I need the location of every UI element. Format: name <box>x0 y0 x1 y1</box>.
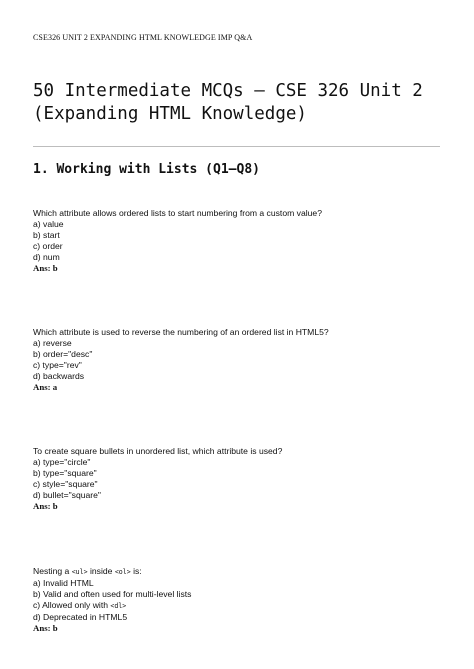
option-a: a) reverse <box>33 337 72 348</box>
question-text <box>33 566 453 578</box>
question-block-2 <box>33 327 453 392</box>
option-b: b) type="square" <box>33 467 97 478</box>
code-ul: <ul> <box>71 568 88 576</box>
question-block-3 <box>33 446 453 511</box>
option-d: d) backwards <box>33 370 85 381</box>
option-a: a) value <box>33 218 64 229</box>
question-prefix: Nesting a <box>33 566 72 576</box>
option-d: d) bullet="square" <box>33 489 101 500</box>
option-c: c) type="rev" <box>33 359 82 370</box>
option-c-prefix: c) Allowed only with <box>33 599 111 610</box>
answer-key: Ans: b <box>33 500 58 511</box>
option-d: d) num <box>33 251 60 262</box>
question-block-4 <box>33 566 453 633</box>
question-mid: inside <box>87 566 115 576</box>
code-dl: <dl> <box>110 601 127 610</box>
title-divider <box>33 146 440 147</box>
section-heading: 1. Working with Lists (Q1–Q8) <box>33 162 260 177</box>
answer-key: Ans: b <box>33 622 58 633</box>
option-a: a) type="circle" <box>33 456 91 467</box>
title-line-2: (Expanding HTML Knowledge) <box>33 104 307 124</box>
question-block-1 <box>33 208 453 273</box>
option-d: d) Deprecated in HTML5 <box>33 611 128 622</box>
code-ol: <ol> <box>114 568 131 576</box>
question-text: To create square bullets in unordered list, which attribute is used? <box>33 446 283 456</box>
option-c: c) order <box>33 240 63 251</box>
option-a: a) Invalid HTML <box>33 577 94 588</box>
question-text: Which attribute is used to reverse the numbering of an ordered list in HTML5? <box>33 327 329 337</box>
option-c <box>33 600 453 612</box>
question-text: Which attribute allows ordered lists to start numbering from a custom value? <box>33 208 322 218</box>
option-b: b) Valid and often used for multi-level lists <box>33 588 192 599</box>
option-b: b) order="desc" <box>33 348 93 359</box>
title-line-1: 50 Intermediate MCQs – CSE 326 Unit 2 <box>33 81 423 101</box>
option-c: c) style="square" <box>33 478 98 489</box>
answer-key: Ans: b <box>33 262 58 273</box>
document-title <box>33 80 453 126</box>
question-suffix: is: <box>130 566 142 576</box>
answer-key: Ans: a <box>33 381 58 392</box>
option-b: b) start <box>33 229 60 240</box>
running-header: CSE326 UNIT 2 EXPANDING HTML KNOWLEDGE IMP Q&A <box>33 33 253 42</box>
